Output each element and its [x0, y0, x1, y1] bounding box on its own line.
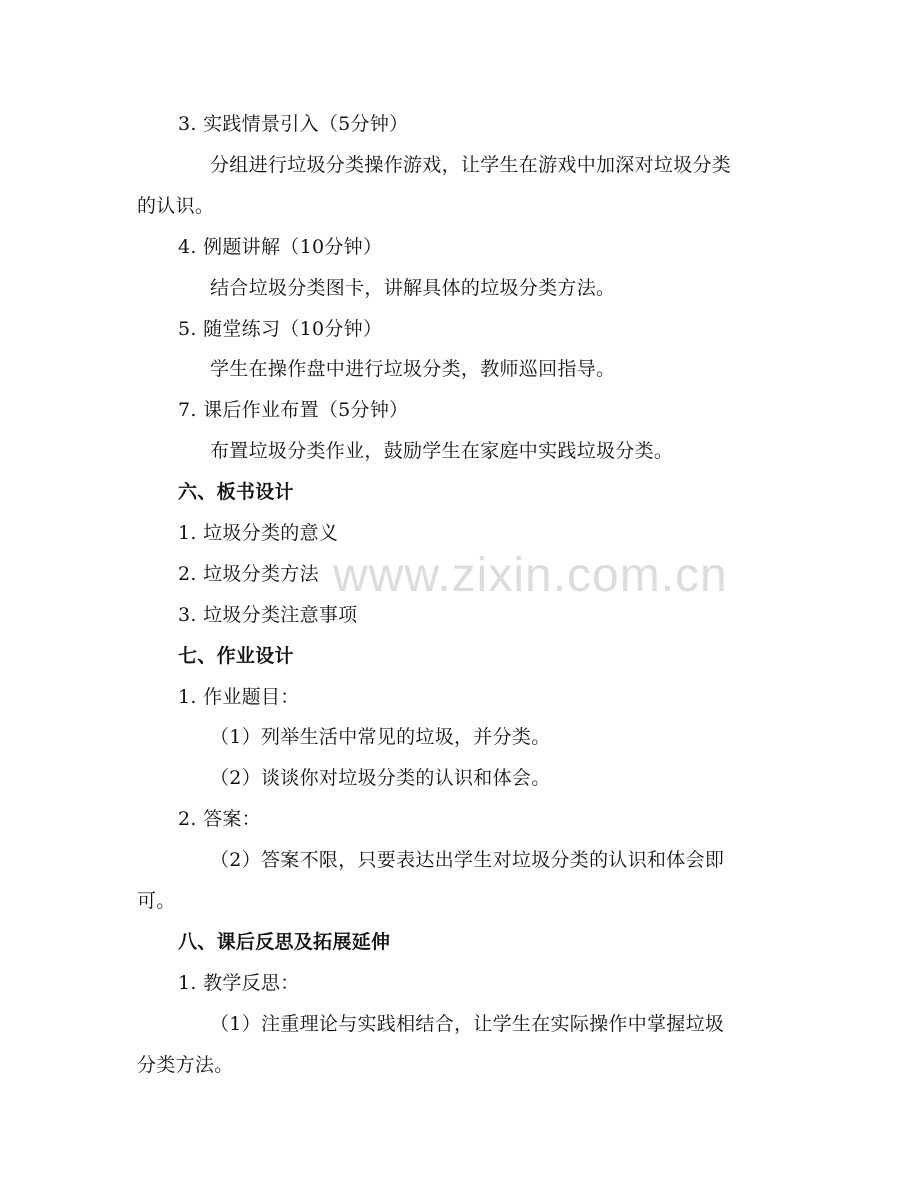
homework-title: 1. 作业题目：	[178, 686, 300, 708]
board-item-1: 1. 垃圾分类的意义	[178, 522, 339, 544]
reflection-title: 1. 教学反思：	[178, 972, 300, 994]
step-3-body-line-2: 的认识。	[137, 195, 215, 217]
board-item-3: 3. 垃圾分类注意事项	[178, 604, 358, 626]
step-4-title: 4. 例题讲解（10分钟）	[178, 236, 383, 258]
step-4-body: 结合垃圾分类图卡，讲解具体的垃圾分类方法。	[210, 277, 616, 299]
step-5-title: 5. 随堂练习（10分钟）	[178, 318, 383, 340]
answer-line-2: 可。	[137, 890, 176, 912]
homework-question-1: （1）列举生活中常见的垃圾，并分类。	[210, 726, 551, 748]
answer-line-1: （2）答案不限，只要表达出学生对垃圾分类的认识和体会即	[210, 849, 725, 871]
reflection-item-1-line-2: 分类方法。	[137, 1054, 234, 1076]
reflection-item-1-line-1: （1）注重理论与实践相结合，让学生在实际操作中掌握垃圾	[210, 1013, 725, 1035]
homework-question-2: （2）谈谈你对垃圾分类的认识和体会。	[210, 767, 551, 789]
step-5-body: 学生在操作盘中进行垃圾分类，教师巡回指导。	[210, 358, 616, 380]
board-item-2: 2. 垃圾分类方法	[178, 563, 319, 585]
section-7-heading: 七、作业设计	[178, 645, 294, 667]
step-7-body: 布置垃圾分类作业，鼓励学生在家庭中实践垃圾分类。	[210, 440, 674, 462]
section-6-heading: 六、板书设计	[178, 481, 294, 503]
step-7-title: 7. 课后作业布置（5分钟）	[178, 399, 409, 421]
section-8-heading: 八、课后反思及拓展延伸	[178, 931, 391, 953]
answer-title: 2. 答案：	[178, 808, 261, 830]
step-3-body-line-1: 分组进行垃圾分类操作游戏，让学生在游戏中加深对垃圾分类	[210, 154, 732, 176]
step-3-title: 3. 实践情景引入（5分钟）	[178, 113, 409, 135]
watermark: www.zixin.com.cn	[333, 549, 728, 602]
